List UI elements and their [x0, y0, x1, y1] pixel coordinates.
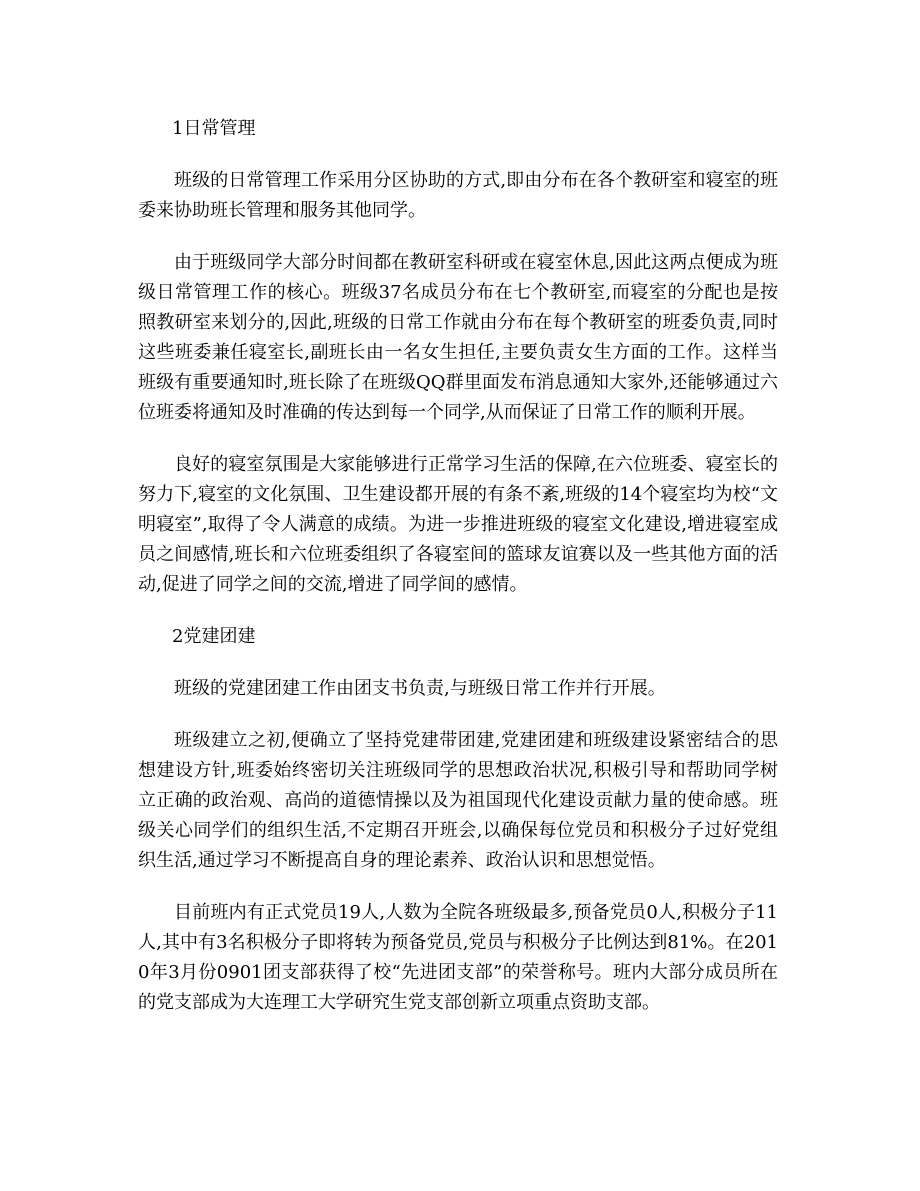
section-heading-party-league-building: 2党建团建	[172, 626, 256, 647]
paragraph: 由于班级同学大部分时间都在教研室科研或在寝室休息,因此这两点便成为班级日常管理工作的核心。班级37名成员分布在七个教研室,而寝室的分配也是按照教研室来划分的,因此,班级的日常工作就由分布在每个教研室的班委负责,同时这些班委兼任寝室长,副班长由一名女生担任,主要负责女生方面的工作。这样当班级有重要通知时,班长除了在班级QQ群里面发布消息通知大家外,还能够通过六位班委将通知及时准确的传达到每一个同学,从而保证了日常工作的顺利开展。	[138, 252, 778, 423]
paragraph: 良好的寝室氛围是大家能够进行正常学习生活的保障,在六位班委、寝室长的努力下,寝室的文化氛围、卫生建设都开展的有条不紊,班级的14个寝室均为校“文明寝室”,取得了令人满意的成绩。为进一步推进班级的寝室文化建设,增进寝室成员之间感情,班长和六位班委组织了各寝室间的篮球友谊赛以及一些其他方面的活动,促进了同学之间的交流,增进了同学间的感情。	[138, 454, 778, 595]
document-body	[138, 114, 778, 1040]
paragraph: 目前班内有正式党员19人,人数为全院各班级最多,预备党员0人,积极分子11人,其中有3名积极分子即将转为预备党员,党员与积极分子比例达到81%。在2010年3月份0901团支部获得了校“先进团支部”的荣誉称号。班内大部分成员所在的党支部成为大连理工大学研究生党支部创新立项重点资助支部。	[138, 902, 778, 1013]
section-heading-daily-management: 1日常管理	[172, 118, 256, 139]
paragraph: 班级的党建团建工作由团支书负责,与班级日常工作并行开展。	[174, 678, 666, 699]
paragraph: 班级建立之初,便确立了坚持党建带团建,党建团建和班级建设紧密结合的思想建设方针,班委始终密切关注班级同学的思想政治状况,积极引导和帮助同学树立正确的政治观、高尚的道德情操以及为祖国现代化建设贡献力量的使命感。班级关心同学们的组织生活,不定期召开班会,以确保每位党员和积极分子过好党组织生活,通过学习不断提高自身的理论素养、政治认识和思想觉悟。	[138, 730, 778, 871]
paragraph: 班级的日常管理工作采用分区协助的方式,即由分布在各个教研室和寝室的班委来协助班长管理和服务其他同学。	[138, 170, 778, 221]
